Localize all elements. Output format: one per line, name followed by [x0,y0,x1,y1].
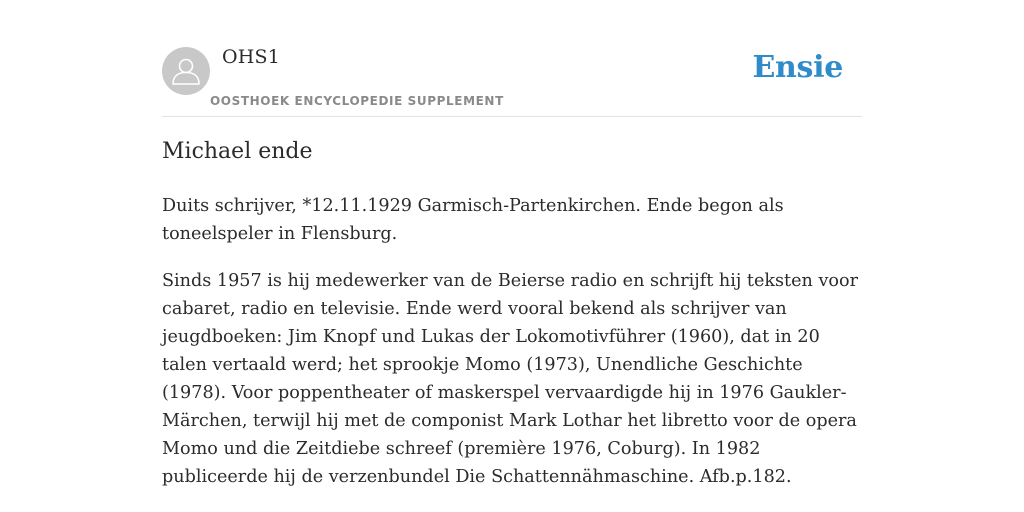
source-avatar[interactable] [162,47,210,95]
article-body [162,192,868,510]
user-icon [162,47,210,95]
source-header [162,44,862,117]
article-paragraph: Duits schrijver, *12.11.1929 Garmisch-Partenkirchen. Ende begon als toneelspeler in Flensburg. [162,196,784,244]
article-title: Michael ende [162,139,313,164]
source-code-link[interactable]: OHS1 [222,46,281,68]
source-name-link[interactable]: OOSTHOEK ENCYCLOPEDIE SUPPLEMENT [210,94,504,108]
ensie-logo[interactable]: Ensie [752,50,843,85]
article-paragraph: Sinds 1957 is hij medewerker van de Beierse radio en schrijft hij teksten voor cabaret, radio en televisie. Ende werd vooral bekend als schrijver van jeugdboeken: Jim Knopf und Lukas der Lokomotivführer (1960), dat in 20 talen vertaald werd; het sprookje Momo (1973), Unendliche Geschichte (1978). Voor poppentheater of maskerspel vervaardigde hij in 1976 Gaukler-Märchen, terwijl hij met de componist Mark Lothar het libretto voor de opera Momo und die Zeitdiebe schreef (première 1976, Coburg). In 1982 publiceerde hij de verzenbundel Die Schattennähmaschine. Afb.p.182. [162,271,858,487]
